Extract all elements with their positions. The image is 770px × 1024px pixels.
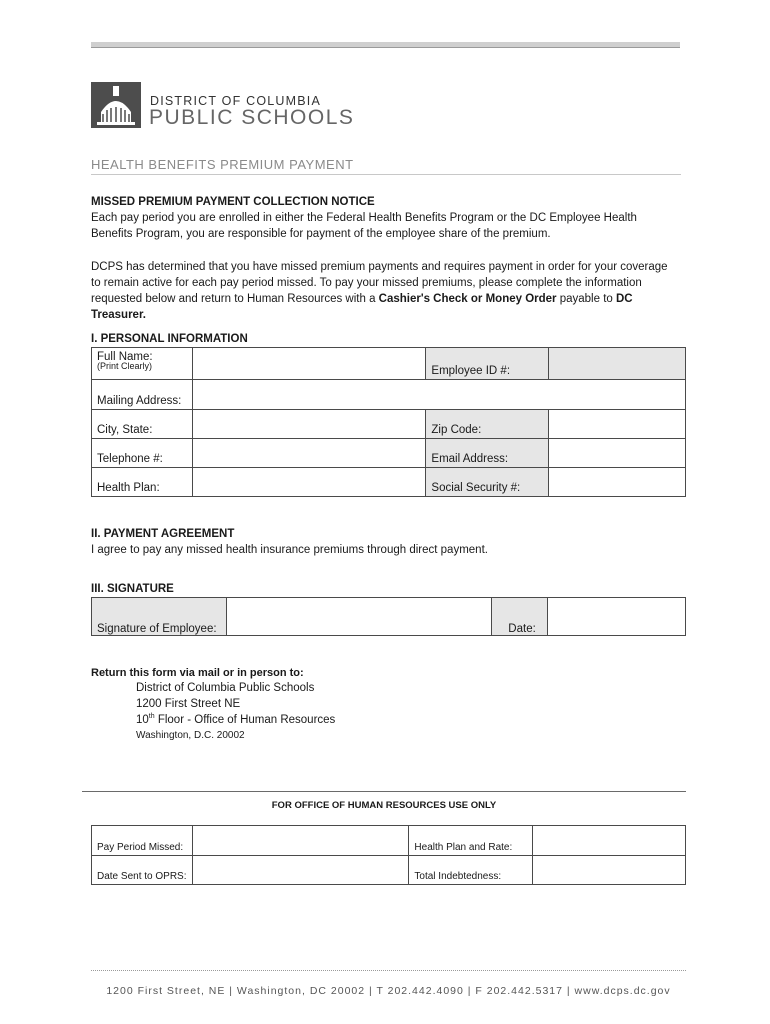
total-indebtedness-label: Total Indebtedness:	[409, 856, 533, 885]
telephone-label: Telephone #:	[92, 439, 193, 468]
notice-paragraph-2	[91, 259, 686, 323]
header-rule	[91, 42, 680, 48]
floor-office: Floor - Office of Human Resources	[154, 713, 336, 726]
payee: DC Treasurer.	[91, 293, 633, 321]
notice-paragraph-1	[91, 210, 681, 242]
print-clearly-note: (Print Clearly)	[97, 361, 153, 371]
footer-contact: 1200 First Street, NE | Washington, DC 20002 | T 202.442.4090 | F 202.442.5317 | www.dcps.dc.gov	[106, 985, 671, 997]
date-sent-label: Date Sent to OPRS:	[92, 856, 193, 885]
zip-code-field[interactable]	[549, 410, 686, 439]
full-name-text: Full Name:	[97, 351, 153, 363]
personal-info-heading: I. PERSONAL INFORMATION	[91, 333, 248, 345]
return-address-line1: District of Columbia Public Schools	[136, 682, 315, 694]
return-address-line4: Washington, D.C. 20002	[136, 730, 245, 741]
para1-line1: Each pay period you are enrolled in either the Federal Health Benefits Program or the DC Employee Health	[91, 212, 637, 224]
payment-agreement-heading: II. PAYMENT AGREEMENT	[91, 528, 235, 540]
para2-line3	[91, 291, 686, 323]
full-name-label	[92, 348, 193, 380]
health-plan-rate-field[interactable]	[533, 826, 686, 856]
health-plan-rate-label: Health Plan and Rate:	[409, 826, 533, 856]
form-title: HEALTH BENEFITS PREMIUM PAYMENT	[91, 157, 354, 172]
org-name-line1: DISTRICT OF COLUMBIA	[150, 94, 322, 108]
office-use-heading: FOR OFFICE OF HUMAN RESOURCES USE ONLY	[271, 800, 497, 811]
para2-line2: to remain active for each pay period missed. To pay your missed premiums, please complete the information	[91, 277, 642, 289]
signature-heading: III. SIGNATURE	[91, 583, 174, 595]
social-security-label: Social Security #:	[426, 468, 549, 497]
signature-table	[91, 597, 686, 636]
date-field[interactable]	[548, 598, 686, 636]
zip-code-label: Zip Code:	[426, 410, 549, 439]
email-address-field[interactable]	[549, 439, 686, 468]
mailing-address-label: Mailing Address:	[92, 380, 193, 410]
payment-agreement-text: I agree to pay any missed health insurance premiums through direct payment.	[91, 544, 488, 556]
para2-line3-text2: payable to	[556, 293, 616, 305]
return-address-line2: 1200 First Street NE	[136, 698, 241, 710]
personal-info-table	[91, 347, 686, 497]
employee-id-label: Employee ID #:	[426, 348, 549, 380]
health-plan-field[interactable]	[192, 468, 426, 497]
org-name-line2: PUBLIC SCHOOLS	[149, 106, 355, 129]
city-state-label: City, State:	[92, 410, 193, 439]
date-sent-field[interactable]	[192, 856, 409, 885]
date-label: Date:	[492, 598, 548, 636]
telephone-field[interactable]	[192, 439, 426, 468]
para1-line2: Benefits Program, you are responsible for payment of the employee share of the premium.	[91, 228, 551, 240]
mailing-address-field[interactable]	[192, 380, 685, 410]
office-divider	[82, 791, 686, 792]
para2-line1: DCPS has determined that you have missed premium payments and requires payment in order for your coverage	[91, 261, 668, 273]
para2-line3-text: requested below and return to Human Resources with a	[91, 293, 379, 305]
floor-suffix: th	[148, 713, 155, 720]
total-indebtedness-field[interactable]	[533, 856, 686, 885]
return-heading: Return this form via mail or in person to:	[91, 667, 304, 679]
office-use-table	[91, 825, 686, 885]
title-rule	[91, 174, 681, 175]
signature-label: Signature of Employee:	[92, 598, 227, 636]
pay-period-missed-field[interactable]	[192, 826, 409, 856]
notice-heading: MISSED PREMIUM PAYMENT COLLECTION NOTICE	[91, 196, 375, 208]
social-security-field[interactable]	[549, 468, 686, 497]
payment-method: Cashier's Check or Money Order	[378, 293, 557, 305]
email-address-label: Email Address:	[426, 439, 549, 468]
city-state-field[interactable]	[192, 410, 426, 439]
full-name-field[interactable]	[192, 348, 426, 380]
signature-field[interactable]	[226, 598, 491, 636]
pay-period-missed-label: Pay Period Missed:	[92, 826, 193, 856]
health-plan-label: Health Plan:	[92, 468, 193, 497]
floor-number: 10	[136, 713, 149, 726]
capitol-dome-icon	[91, 82, 141, 128]
footer-rule	[91, 970, 686, 971]
return-address-line3	[136, 713, 335, 726]
employee-id-field[interactable]	[549, 348, 686, 380]
